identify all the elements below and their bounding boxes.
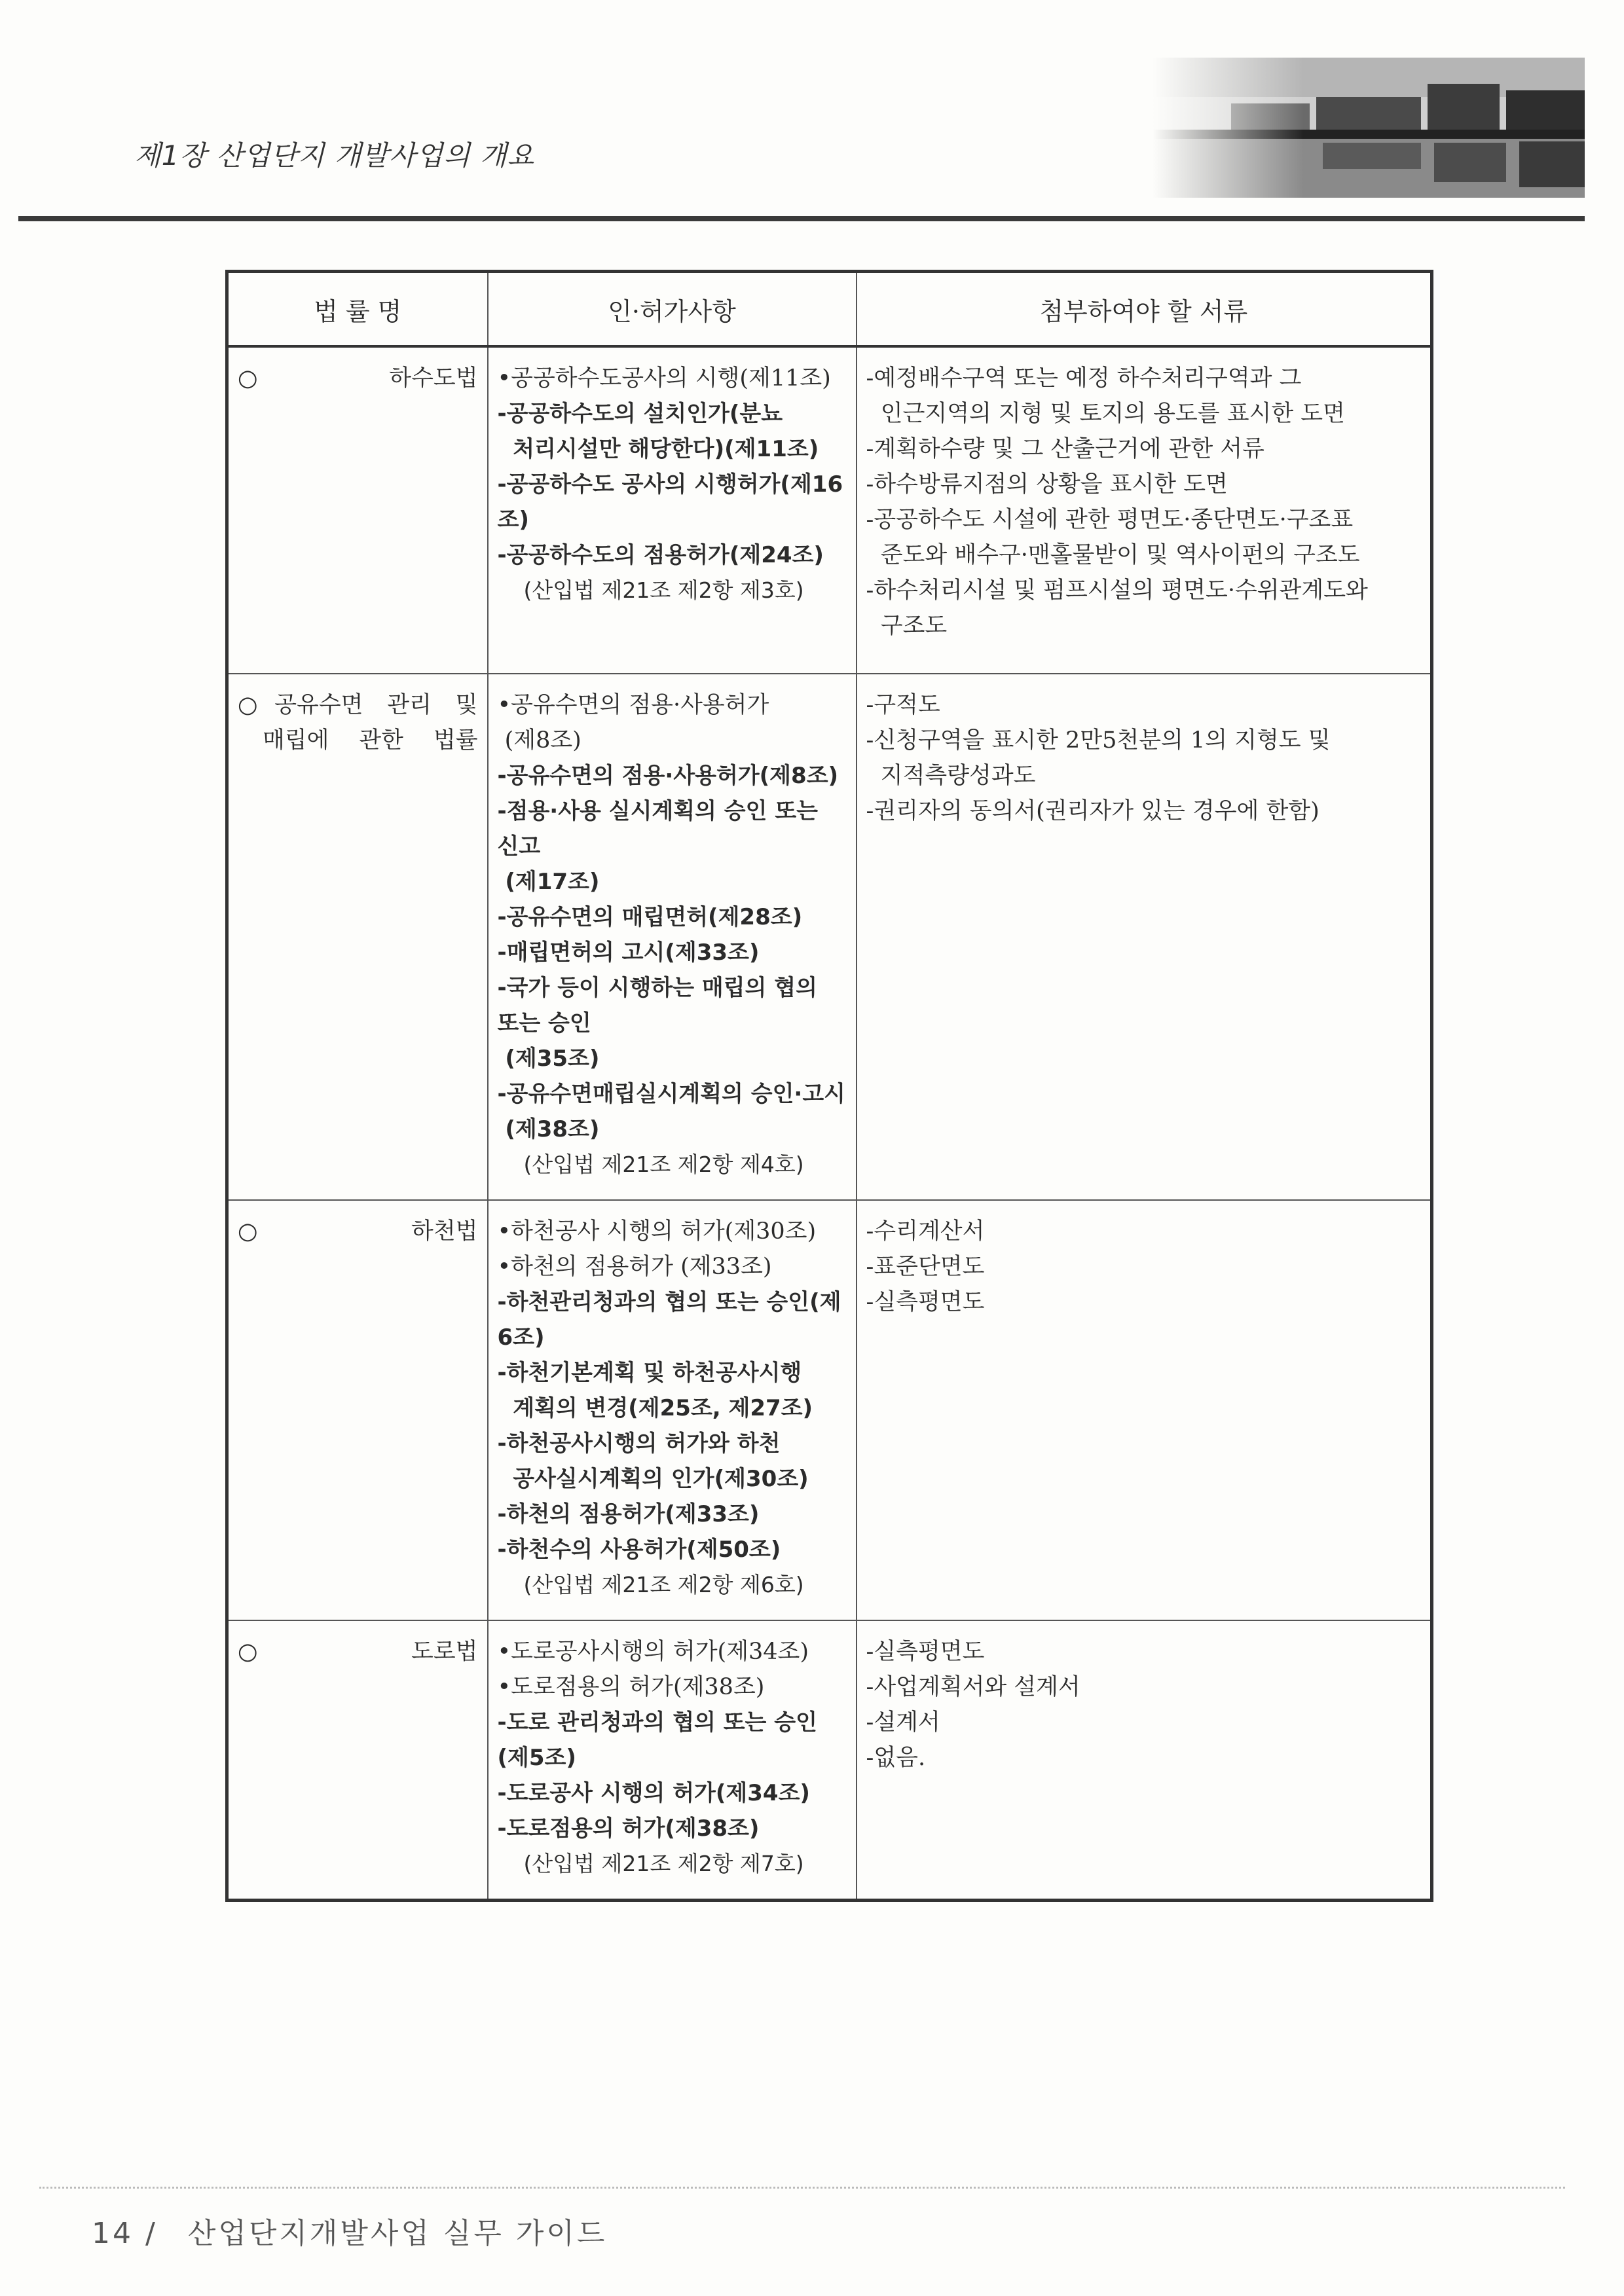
permit-item: -하천수의 사용허가(제50조)	[497, 1537, 781, 1563]
required-document: -권리자의 동의서(권리자가 있는 경우에 한함)	[866, 798, 1320, 824]
permit-item: -하천관리청과의 협의 또는 승인(제6조)	[497, 1289, 841, 1351]
required-document: -하수방류지점의 상황을 표시한 도면	[866, 471, 1228, 498]
permit-item: •하천의 점용허가 (제33조)	[497, 1254, 772, 1280]
documents-cell	[857, 1200, 1432, 1620]
header-photo	[1153, 58, 1585, 198]
law-name: ○공유수면 관리 및	[238, 692, 478, 718]
required-document: -설계서	[866, 1709, 940, 1736]
permit-item: -점용·사용 실시계획의 승인 또는 신고 (제17조)	[497, 798, 819, 895]
law-name-cell	[227, 674, 488, 1200]
required-document: -계획하수량 및 그 산출근거에 관한 서류	[866, 436, 1264, 462]
permit-item: (산입법 제21조 제2항 제6호)	[523, 1572, 804, 1597]
permit-item: (산입법 제21조 제2항 제7호)	[523, 1851, 804, 1876]
permit-item: -매립면허의 고시(제33조)	[497, 939, 760, 966]
table-header-row	[227, 272, 1432, 347]
permit-item: -공유수면의 매립면허(제28조)	[497, 904, 803, 930]
permit-item: -도로공사 시행의 허가(제34조)	[497, 1780, 810, 1806]
permit-cell	[488, 1620, 857, 1901]
required-document: -없음.	[866, 1745, 926, 1771]
permit-cell	[488, 674, 857, 1200]
permit-item: (산입법 제21조 제2항 제3호)	[523, 577, 804, 603]
permit-item: -공유수면매립실시계획의 승인·고시 (제38조)	[497, 1081, 846, 1142]
law-name: ○하수도법	[238, 365, 478, 392]
required-document: -공공하수도 시설에 관한 평면도·종단면도·구조표 준도와 배수구·맨홀물받이 및 역사이펀의 구조도	[866, 507, 1360, 568]
law-name: 매립에 관한 법률	[263, 727, 478, 754]
documents-cell	[857, 346, 1432, 674]
column-header-documents: 첨부하여야 할 서류	[857, 272, 1432, 347]
permit-item: -공공하수도 공사의 시행허가(제16조)	[497, 471, 843, 533]
required-document: -실측평면도	[866, 1289, 985, 1315]
law-permit-table	[225, 270, 1433, 1902]
permit-cell	[488, 346, 857, 674]
table-row	[227, 674, 1432, 1200]
column-header-law: 법 률 명	[227, 272, 488, 347]
law-name-cell	[227, 346, 488, 674]
permit-item: (산입법 제21조 제2항 제4호)	[523, 1152, 804, 1177]
documents-cell	[857, 1620, 1432, 1901]
required-document: -예정배수구역 또는 예정 하수처리구역과 그 인근지역의 지형 및 토지의 용도를 표시한 도면	[866, 365, 1345, 427]
required-document: -구적도	[866, 692, 940, 718]
table-row	[227, 1200, 1432, 1620]
required-document: -신청구역을 표시한 2만5천분의 1의 지형도 및 지적측량성과도	[866, 727, 1331, 789]
chapter-title: 제1장 산업단지 개발사업의 개요	[134, 139, 535, 172]
permit-item: -하천의 점용허가(제33조)	[497, 1501, 760, 1527]
table-row	[227, 1620, 1432, 1901]
permit-item: -하천공사시행의 허가와 하천 공사실시계획의 인가(제30조)	[497, 1430, 809, 1492]
permit-cell	[488, 1200, 857, 1620]
table-row	[227, 346, 1432, 674]
page-number: 14 /	[92, 2217, 158, 2250]
permit-item: •하천공사 시행의 허가(제30조)	[497, 1218, 817, 1245]
footer-rule	[39, 2187, 1565, 2189]
permit-item: -공공하수도의 설치인가(분뇨 처리시설만 해당한다)(제11조)	[497, 401, 819, 462]
column-header-permit: 인·허가사항	[488, 272, 857, 347]
permit-item: -국가 등이 시행하는 매립의 협의 또는 승인 (제35조)	[497, 975, 817, 1072]
permit-item: -도로점용의 허가(제38조)	[497, 1815, 760, 1842]
law-name: ○하천법	[238, 1218, 478, 1245]
book-title: 산업단지개발사업 실무 가이드	[187, 2217, 608, 2250]
permit-item: -공유수면의 점용·사용허가(제8조)	[497, 763, 839, 789]
header-rule	[18, 216, 1585, 221]
law-name-cell	[227, 1200, 488, 1620]
permit-item: -도로 관리청과의 협의 또는 승인(제5조)	[497, 1709, 817, 1771]
required-document: -사업계획서와 설계서	[866, 1674, 1080, 1700]
permit-item: •공유수면의 점용·사용허가 (제8조)	[497, 692, 769, 754]
permit-item: •공공하수도공사의 시행(제11조)	[497, 365, 831, 392]
law-name-cell	[227, 1620, 488, 1901]
required-document: -수리계산서	[866, 1218, 985, 1245]
permit-item: -공공하수도의 점용허가(제24조)	[497, 542, 824, 568]
page-footer	[92, 2210, 607, 2251]
required-document: -실측평면도	[866, 1639, 985, 1665]
permit-item: -하천기본계획 및 하천공사시행 계획의 변경(제25조, 제27조)	[497, 1360, 813, 1421]
permit-item: •도로점용의 허가(제38조)	[497, 1674, 765, 1700]
required-document: -하수처리시설 및 펌프시설의 평면도·수위관계도와 구조도	[866, 577, 1368, 639]
documents-cell	[857, 674, 1432, 1200]
required-document: -표준단면도	[866, 1254, 985, 1280]
permit-item: •도로공사시행의 허가(제34조)	[497, 1639, 809, 1665]
law-name: ○도로법	[238, 1639, 478, 1665]
